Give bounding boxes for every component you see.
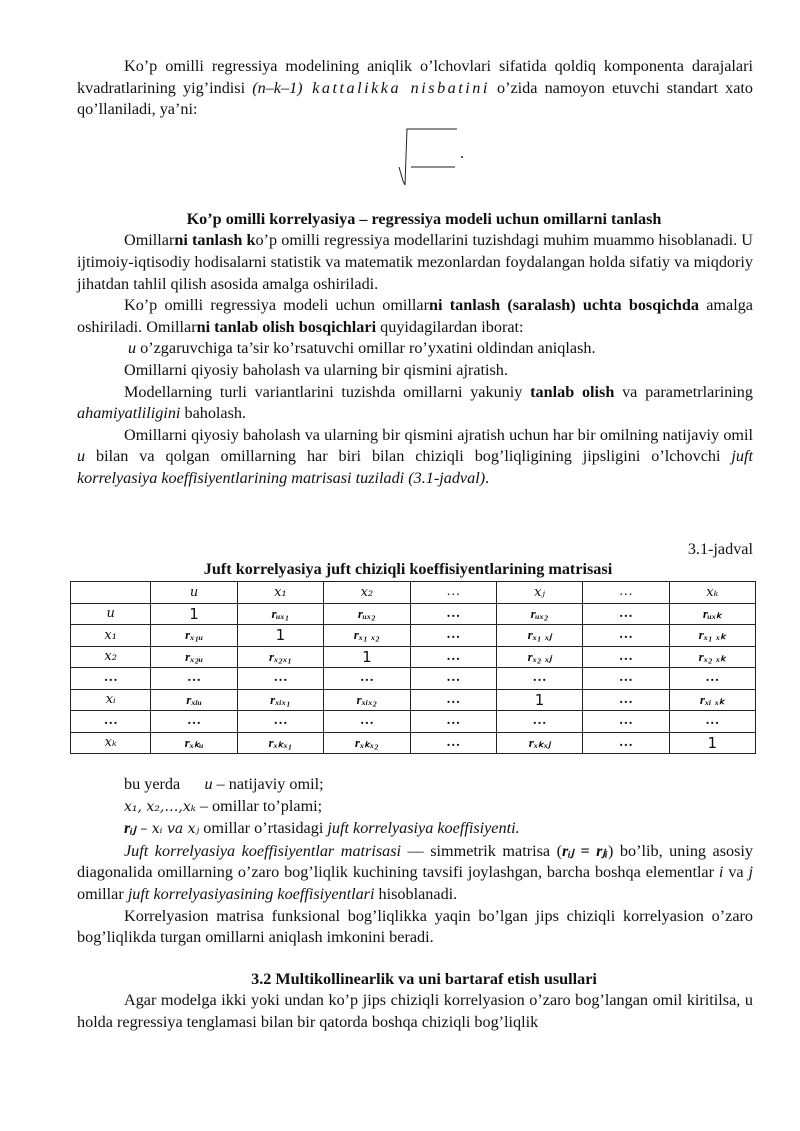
table-cell: …	[583, 689, 669, 711]
factor-pair: – xᵢ va xⱼ	[135, 821, 200, 838]
document-page	[77, 56, 753, 1034]
table-cell: 1	[151, 603, 237, 625]
text: o’p omilli regressiya modellarini tuzishdagi muhim muammo hisoblanadi. U ijtimoiy-iqtisodiy hodisalarni statistik va matematik mezonlardan foydalangan holda sifatiy va miqdoriy jihatdan tahlil qilish asosida amalga oshiriladi.	[77, 231, 753, 293]
bold-text: tanlab olish	[530, 382, 615, 401]
table-cell: x₁	[71, 625, 151, 647]
factor-list: x₁, x₂,…,xₖ	[124, 798, 196, 815]
table-cell: rₓₖₓⱼ	[496, 732, 582, 754]
table-cell: …	[410, 732, 496, 754]
table-cell: …	[71, 668, 151, 690]
text: bu yerda	[124, 775, 205, 794]
bold-text: ni tanlash (saralash) uchta bosqichda	[429, 296, 700, 315]
table-cell: rₓ₂ ₓₖ	[669, 646, 755, 668]
legend-line-2	[77, 796, 753, 819]
italic-text: juft korrelyasiyasining koeffisiyentlari	[127, 885, 375, 904]
text: omillar	[77, 885, 128, 904]
legend-line-1	[77, 774, 753, 796]
bold-text: ni tanlash k	[174, 231, 256, 250]
text: — simmetrik matrisa (	[401, 841, 562, 860]
variable-u: u	[128, 339, 137, 358]
table-cell: rₓ₁ ₓₖ	[669, 625, 755, 647]
r-ij: rᵢⱼ	[124, 819, 136, 838]
table-cell: …	[410, 646, 496, 668]
formula-dot: .	[460, 143, 465, 162]
symmetry-formula: rᵢⱼ = rⱼᵢ	[561, 841, 608, 860]
table-cell: rₓₖₓ₁	[237, 732, 323, 754]
intro-text-end: o’zida namoyon etuvchi standart xato qo’llaniladi, ya’ni:	[77, 78, 754, 119]
text: amalga oshiriladi. Omillar	[77, 296, 753, 336]
table-cell: rₓ₁ ₓⱼ	[496, 625, 582, 647]
table-cell: rₓᵢᵤ	[151, 689, 237, 711]
bold-text: ni tanlab olish bosqichlari	[196, 317, 377, 336]
correlation-matrix-table	[70, 581, 756, 754]
text: Ko’p omilli regressiya modeli uchun omillar	[124, 296, 429, 315]
paragraph-3	[77, 425, 753, 490]
text: Omillar	[124, 231, 175, 250]
legend	[77, 774, 753, 841]
legend-line-3	[77, 818, 753, 841]
text: omillar o’rtasidagi	[199, 819, 328, 838]
table-cell: …	[583, 603, 669, 625]
table-row	[71, 732, 756, 754]
table-cell: rₓᵢₓ₁	[237, 689, 323, 711]
text: bilan va qolgan omillarning har biri bilan chiziqli bog’liqligining jipsligini o’lchovchi	[85, 447, 732, 466]
table-cell: u	[71, 603, 151, 625]
text: ) bo’lib, uning asosiy diagonalida omillarning o’zaro bog’liqlik kuchining tavsifi joylashgan, barcha boshqa elementlar	[77, 841, 754, 882]
degrees-of-freedom: (n–k–1)	[252, 78, 303, 97]
table-cell: …	[583, 668, 669, 690]
step-1	[77, 338, 753, 360]
text: quyidagilardan iborat:	[376, 317, 524, 336]
table-cell: …	[410, 711, 496, 733]
standard-error-formula	[77, 121, 753, 199]
paragraph-6: Agar modelga ikki yoki undan ko’p jips chiziqli korrelyasion o’zaro bog’langan omil kiritilsa, u holda regressiya tenglamasi bilan bir qatorda boshqa chiziqli bog’liqlik	[77, 991, 753, 1032]
table-row	[71, 668, 756, 690]
intro-text: Ko’p omilli regressiya modelining aniqlik o’lchovlari sifatida qoldiq komponenta darajalari kvadratlarining yig’indisi	[77, 57, 753, 97]
table-cell: …	[410, 668, 496, 690]
intro-paragraph	[77, 56, 753, 121]
table-cell: rₓₖₓ₂	[324, 732, 410, 754]
table-cell: …	[71, 711, 151, 733]
paragraph-1	[77, 230, 753, 295]
table-cell: xₖ	[71, 732, 151, 754]
step-2: Omillarni qiyosiy baholash va ularning bir qismini ajratish.	[124, 360, 508, 379]
table-cell: rₓ₂ᵤ	[151, 646, 237, 668]
table-number: 3.1-jadval	[687, 539, 753, 558]
radical-sign	[395, 123, 485, 201]
step-3	[77, 382, 753, 425]
table-cell: xⱼ	[496, 582, 582, 604]
table-cell: rₓ₂ₓ₁	[237, 646, 323, 668]
table-cell: …	[583, 646, 669, 668]
table-row	[71, 711, 756, 733]
table-cell: …	[583, 582, 669, 604]
table-cell	[71, 582, 151, 604]
table-cell: …	[496, 711, 582, 733]
table-cell: …	[237, 711, 323, 733]
italic-text: ahamiyatliligini	[77, 404, 181, 423]
table-cell: 1	[496, 689, 582, 711]
table-caption: Juft korrelyasiya juft chiziqli koeffisiyentlarining matrisasi	[203, 560, 613, 579]
table-cell: …	[151, 668, 237, 690]
index-j: j	[748, 863, 753, 882]
table-cell: x₂	[71, 646, 151, 668]
section-heading: Ko’p omilli korrelyasiya – regressiya modeli uchun omillarni tanlash	[186, 209, 662, 228]
table-cell: u	[151, 582, 237, 604]
table-cell: …	[583, 625, 669, 647]
table-cell: rₓ₁ ₓ₂	[324, 625, 410, 647]
table-cell: rᵤₓ₂	[324, 603, 410, 625]
table-cell: xᵢ	[71, 689, 151, 711]
table-cell: 1	[324, 646, 410, 668]
section-2-heading: 3.2 Multikollinearlik va uni bartaraf etish usullari	[251, 969, 597, 988]
table-row	[71, 625, 756, 647]
paragraph-4	[77, 841, 753, 906]
table-row	[71, 603, 756, 625]
text: va parametrlarining	[614, 382, 753, 401]
table-cell: …	[410, 689, 496, 711]
table-cell: rₓₖᵤ	[151, 732, 237, 754]
table-row	[71, 646, 756, 668]
table-cell: x₂	[324, 582, 410, 604]
text: va	[723, 863, 749, 882]
table-cell: …	[669, 711, 755, 733]
table-cell: …	[669, 668, 755, 690]
text: Omillarni qiyosiy baholash va ularning bir qismini ajratish uchun har bir omilning natijaviy omil	[124, 425, 753, 444]
table-cell: rₓ₂ ₓⱼ	[496, 646, 582, 668]
italic-text: juft korrelyasiya koeffisiyentlarining matrisasi tuziladi (3.1-jadval)	[77, 447, 753, 487]
text: – natijaviy omil;	[212, 775, 324, 794]
italic-text: Juft korrelyasiya koeffisiyentlar matrisasi	[124, 841, 402, 860]
table-cell: …	[237, 668, 323, 690]
table-cell: rₓᵢ ₓₖ	[669, 689, 755, 711]
table-cell: …	[410, 603, 496, 625]
table-cell: xₖ	[669, 582, 755, 604]
paragraph-2	[77, 295, 753, 338]
variable-u: u	[77, 447, 86, 466]
table-cell: …	[583, 711, 669, 733]
table-cell: …	[583, 732, 669, 754]
table-cell: 1	[237, 625, 323, 647]
text: – omillar to’plami;	[195, 796, 323, 815]
table-cell: rᵤₓₖ	[669, 603, 755, 625]
table-cell: rₓ₁ᵤ	[151, 625, 237, 647]
table-row	[71, 689, 756, 711]
table-header-row	[71, 582, 756, 604]
table-cell: rₓᵢₓ₂	[324, 689, 410, 711]
text: hisoblanadi.	[374, 885, 458, 904]
table-cell: …	[410, 582, 496, 604]
text: o’zgaruvchiga ta’sir ko’rsatuvchi omillar ro’yxatini oldindan aniqlash.	[136, 339, 596, 358]
table-cell: …	[324, 711, 410, 733]
index-i: i	[718, 863, 724, 882]
text: Modellarning turli variantlarini tuzishda omillarni yakuniy	[124, 382, 531, 401]
table-cell: …	[151, 711, 237, 733]
text: baholash.	[180, 404, 247, 423]
paragraph-5: Korrelyasion matrisa funksional bog’liqlikka yaqin bo’lgan jips chiziqli korrelyasion o’zaro bog’liqlikda turgan omillarni aniqlash imkonini beradi.	[77, 906, 753, 947]
text: .	[485, 468, 490, 487]
variable-u: u	[204, 775, 213, 794]
italic-text: juft korrelyasiya koeffisiyenti.	[327, 819, 520, 838]
table-cell: rᵤₓ₁	[237, 603, 323, 625]
table-cell: …	[410, 625, 496, 647]
table-cell: …	[324, 668, 410, 690]
table-cell: 1	[669, 732, 755, 754]
table-cell: x₁	[237, 582, 323, 604]
spaced-text: kattalikka nisbatini	[302, 78, 490, 97]
table-cell: rᵤₓ₂	[496, 603, 582, 625]
table-cell: …	[496, 668, 582, 690]
